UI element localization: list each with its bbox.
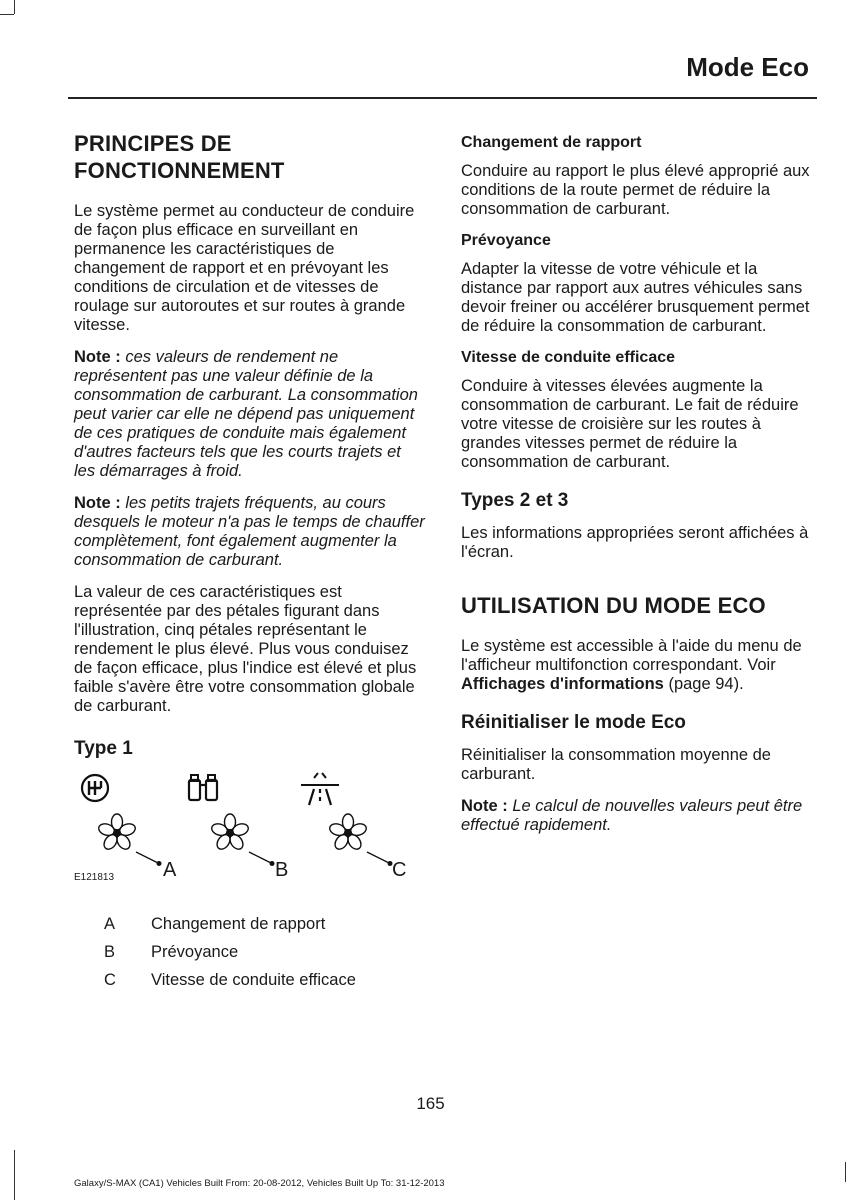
legend-key: C — [104, 971, 116, 989]
legend-key: A — [104, 915, 116, 933]
note-2-text: les petits trajets fréquents, au cours desquels le moteur n'a pas le temps de chauffer complètement, font également augmenter la consommation de carburant. — [74, 494, 425, 569]
petal-flower-icon-a — [96, 812, 138, 854]
note-2 — [74, 494, 426, 570]
legend-text: Changement de rapport — [151, 915, 326, 933]
anticipation-heading: Prévoyance — [461, 232, 551, 249]
types-2-3-heading: Types 2 et 3 — [461, 490, 569, 511]
page-number: 165 — [416, 1094, 445, 1113]
figure-label-a: A — [163, 859, 177, 881]
reset-note-text: Le calcul de nouvelles valeurs peut être effectué rapidement. — [461, 797, 803, 834]
figure-legend — [74, 915, 426, 990]
crop-mark — [14, 1150, 15, 1200]
legend-text: Vitesse de conduite efficace — [151, 971, 356, 989]
left-column — [74, 130, 426, 999]
petals-paragraph: La valeur de ces caractéristiques est représentée par des pétales figurant dans l'illustration, cinq pétales représentant le rendement le plus élevé. Plus vous conduisez de façon efficace, plus l'indice est élevé et plus faible s'avère être votre consommation globale de carburant. — [74, 583, 417, 715]
section-heading-principles: PRINCIPES DE FONCTIONNEMENT — [74, 131, 285, 183]
usage-text-after: (page 94). — [663, 675, 744, 693]
callout-line-b — [247, 850, 277, 866]
note-1-text: ces valeurs de rendement ne représentent pas une valeur définie de la consommation de carburant. La consommation peut varier car elle ne dépend pas uniquement de ces pratiques de conduite mais également d'autres facteurs tels que les courts trajets et les démarrages à froid. — [74, 348, 418, 480]
anticipation-text: Adapter la vitesse de votre véhicule et la distance par rapport aux autres véhicules sans devoir freiner ou accélérer brusquement permet de réduire la consommation de carburant. — [461, 260, 810, 335]
petal-flower-icon-b — [209, 812, 251, 854]
gear-change-text: Conduire au rapport le plus élevé approprié aux conditions de la route permet de réduire la consommation de carburant. — [461, 162, 810, 218]
note-2-label: Note : — [74, 494, 121, 512]
type-1-illustration — [74, 772, 426, 897]
title-rule — [68, 97, 817, 99]
intro-paragraph: Le système permet au conducteur de conduire de façon plus efficace en surveillant en permanence les caractéristiques de changement de rapport et en prévoyant les conditions de circulation et de vitesses de roulage sur autoroutes et sur routes à grande vitesse. — [74, 202, 415, 334]
types-2-3-text: Les informations appropriées seront affichées à l'écran. — [461, 524, 809, 561]
legend-text: Prévoyance — [151, 943, 239, 961]
legend-item — [74, 943, 426, 962]
right-column — [461, 134, 813, 848]
legend-item — [74, 915, 426, 934]
reset-eco-text: Réinitialiser la consommation moyenne de carburant. — [461, 746, 771, 783]
figure-label-b: B — [275, 859, 289, 881]
crop-mark — [0, 14, 14, 15]
figure-code: E121813 — [74, 872, 115, 883]
type-1-heading: Type 1 — [74, 738, 133, 759]
figure-label-c: C — [392, 859, 407, 881]
page-title: Mode Eco — [686, 52, 809, 82]
info-displays-link[interactable]: Affichages d'informations — [461, 675, 664, 693]
crop-mark — [14, 0, 15, 14]
reset-note-label: Note : — [461, 797, 508, 815]
note-1 — [74, 348, 426, 481]
reset-note — [461, 797, 813, 835]
gear-change-heading: Changement de rapport — [461, 134, 642, 151]
footer-text: Galaxy/S-MAX (CA1) Vehicles Built From: 20-08-2012, Vehicles Built Up To: 31-12-2013 — [74, 1178, 445, 1189]
reset-eco-heading: Réinitialiser le mode Eco — [461, 712, 686, 733]
efficient-speed-heading: Vitesse de conduite efficace — [461, 349, 676, 366]
road-icon — [300, 772, 340, 806]
legend-key: B — [104, 943, 116, 961]
efficient-speed-text: Conduire à vitesses élevées augmente la consommation de carburant. Le fait de réduire votre vitesse de croisière sur les routes à grandes vitesses permet de réduire la consommation de carburant. — [461, 377, 799, 471]
callout-line-c — [365, 850, 395, 866]
petal-flower-icon-c — [327, 812, 369, 854]
callout-line-a — [134, 850, 164, 866]
gear-shift-icon — [79, 772, 111, 804]
usage-text — [461, 637, 813, 694]
crop-mark — [845, 1162, 846, 1182]
note-1-label: Note : — [74, 348, 121, 366]
usage-text-before: Le système est accessible à l'aide du menu de l'afficheur multifonction correspondant. Voir — [461, 637, 802, 674]
section-heading-usage: UTILISATION DU MODE ECO — [461, 593, 766, 618]
legend-item — [74, 971, 426, 990]
binoculars-icon — [186, 772, 220, 804]
